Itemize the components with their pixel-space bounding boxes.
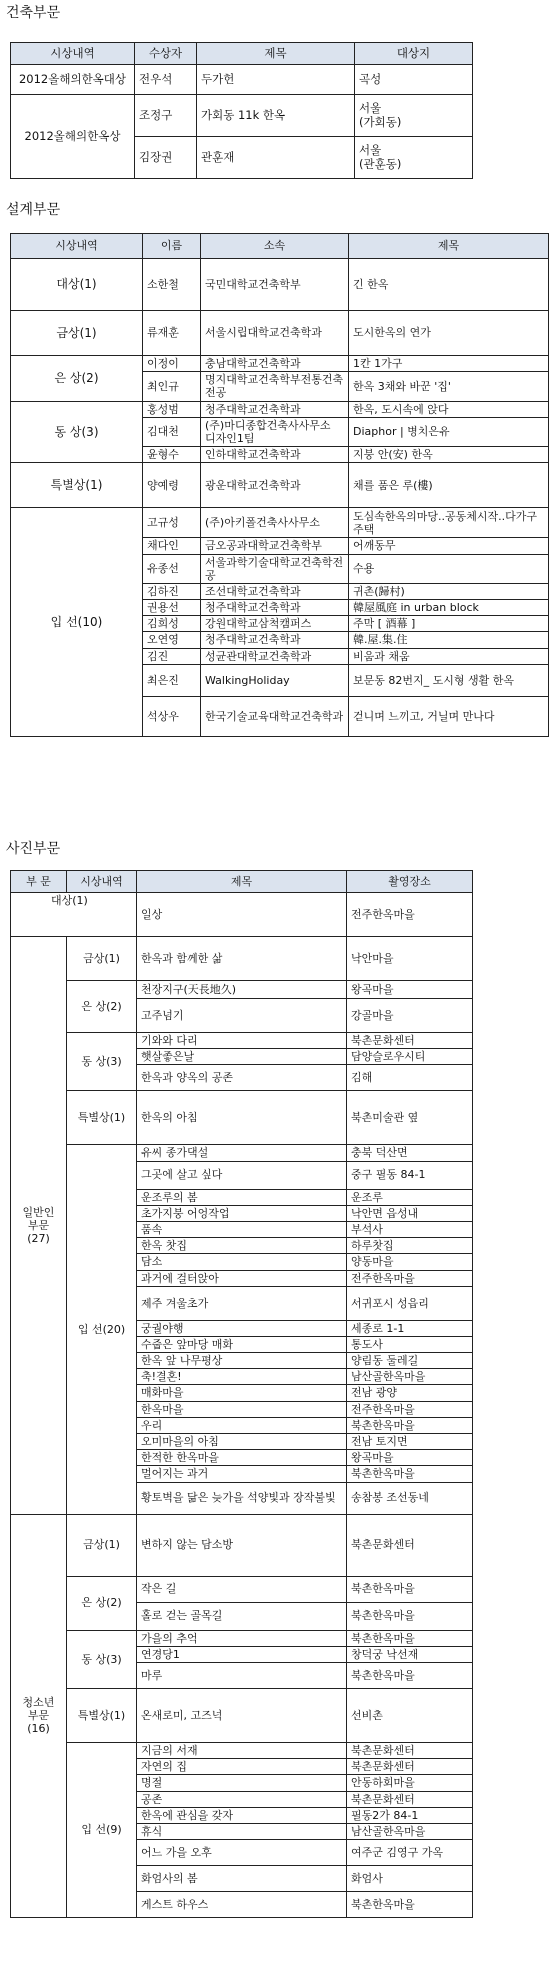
title-cell: 한옥과 함께한 삶 [137,937,347,981]
title-cell: 마루 [137,1662,347,1688]
section-title-design: 설계부문 [6,202,61,218]
site-cell: 서울 (관훈동) [355,137,473,179]
header-cell: 촬영장소 [347,871,473,893]
affiliation-cell: 조선대학교건축학과 [201,583,349,599]
affiliation-cell: 서울시립대학교건축학과 [201,311,349,356]
table-row [11,1514,473,1576]
table-row [11,259,549,311]
award-cell: 동 상(3) [67,1630,137,1688]
award-cell: 동 상(3) [11,401,143,463]
title-cell: 게스트 하우스 [137,1892,347,1918]
place-cell: 선비촌 [347,1688,473,1742]
place-cell: 통도사 [347,1336,473,1352]
award-cell: 은 상(2) [67,981,137,1033]
site-cell: 곡성 [355,65,473,95]
table-row [11,1145,473,1161]
title-cell: 수용 [349,554,549,583]
division-cell: 일반인 부문 (27) [11,937,67,1515]
award-cell: 금상(1) [11,311,143,356]
affiliation-cell: 광운대학교건축학과 [201,463,349,508]
title-cell: 품속 [137,1221,347,1237]
place-cell: 김해 [347,1065,473,1091]
title-cell: 도심속한옥의마당..공동체시작..다가구주택 [349,508,549,538]
place-cell: 화엄사 [347,1866,473,1892]
name-cell: 석상우 [143,696,201,736]
place-cell: 양림동 둘레길 [347,1353,473,1369]
place-cell: 전주한옥마을 [347,893,473,937]
title-cell: 지금의 서재 [137,1742,347,1758]
name-cell: 최인규 [143,372,201,401]
place-cell: 필동2가 84-1 [347,1807,473,1823]
title-cell: 운조루의 봄 [137,1189,347,1205]
title-cell: 한옥에 관심을 갖자 [137,1807,347,1823]
title-cell: 韓.屋.集.住 [349,632,549,648]
title-cell: 우리 [137,1417,347,1433]
title-cell: 韓屋風庭 in urban block [349,600,549,616]
title-cell: 한옥마을 [137,1401,347,1417]
place-cell: 남산골한옥마을 [347,1369,473,1385]
affiliation-cell: 청주대학교건축학과 [201,401,349,417]
title-cell: 한옥 앞 나무평상 [137,1353,347,1369]
affiliation-cell: 청주대학교건축학과 [201,600,349,616]
award-cell: 입 선(10) [11,508,143,737]
name-cell: 김희성 [143,616,201,632]
award-cell: 특별상(1) [67,1688,137,1742]
place-cell: 북촌한옥마을 [347,1662,473,1688]
table-row [11,1688,473,1742]
architecture-award-table [10,42,473,179]
title-cell: 온새로미, 고즈넉 [137,1688,347,1742]
winner-cell: 김장권 [135,137,197,179]
name-cell: 유종선 [143,554,201,583]
place-cell: 북촌한옥마을 [347,1466,473,1482]
design-award-table [10,233,549,737]
title-cell: 어느 가을 오후 [137,1840,347,1866]
section-title-architecture: 건축부문 [6,5,61,21]
name-cell: 양예령 [143,463,201,508]
place-cell: 남산골한옥마을 [347,1823,473,1839]
header-cell: 시상내역 [11,234,143,259]
name-cell: 최은진 [143,664,201,696]
name-cell: 류재훈 [143,311,201,356]
title-cell: 과거에 걸터앉아 [137,1270,347,1286]
place-cell: 운조루 [347,1189,473,1205]
title-cell: 두가헌 [197,65,355,95]
title-cell: 한옥, 도시속에 앉다 [349,401,549,417]
name-cell: 채다인 [143,538,201,554]
header-cell: 시상내역 [11,43,135,65]
affiliation-cell: 국민대학교건축학부 [201,259,349,311]
division-cell: 청소년 부문 (16) [11,1514,67,1918]
winner-cell: 전우석 [135,65,197,95]
name-cell: 고규성 [143,508,201,538]
affiliation-cell: WalkingHoliday [201,664,349,696]
title-cell: 도시한옥의 연가 [349,311,549,356]
title-cell: 일상 [137,893,347,937]
title-cell: 유씨 종가댁설 [137,1145,347,1161]
title-cell: 관훈재 [197,137,355,179]
section-title-photo: 사진부문 [6,841,61,857]
title-cell: 그곳에 살고 싶다 [137,1161,347,1189]
place-cell: 북촌문화센터 [347,1742,473,1758]
affiliation-cell: 강원대학교삼척캠퍼스 [201,616,349,632]
place-cell: 중구 필동 84-1 [347,1161,473,1189]
place-cell: 북촌한옥마을 [347,1892,473,1918]
table-row [11,893,473,937]
title-cell: 귀촌(歸村) [349,583,549,599]
award-cell: 은 상(2) [67,1576,137,1630]
table-row [11,311,549,356]
table-row [11,463,549,508]
award-cell: 특별상(1) [11,463,143,508]
place-cell: 북촌한옥마을 [347,1602,473,1630]
place-cell: 전주한옥마을 [347,1401,473,1417]
place-cell: 북촌미술관 옆 [347,1091,473,1145]
header-cell: 시상내역 [67,871,137,893]
title-cell: 한옥과 양옥의 공존 [137,1065,347,1091]
place-cell: 전남 광양 [347,1385,473,1401]
table-row [11,1576,473,1602]
title-cell: 공존 [137,1791,347,1807]
title-cell: 긴 한옥 [349,259,549,311]
title-cell: 축!결혼! [137,1369,347,1385]
title-cell: 한적한 한옥마을 [137,1450,347,1466]
award-cell: 입 선(9) [67,1742,137,1917]
place-cell: 전주한옥마을 [347,1270,473,1286]
place-cell: 여주군 김영구 가옥 [347,1840,473,1866]
name-cell: 소한철 [143,259,201,311]
title-cell: 걷니며 느끼고, 거닐며 만나다 [349,696,549,736]
title-cell: 궁궐야행 [137,1320,347,1336]
title-cell: 보문동 82번지_ 도시형 생활 한옥 [349,664,549,696]
place-cell: 북촌문화센터 [347,1514,473,1576]
award-cell: 금상(1) [67,1514,137,1576]
table-row [11,65,473,95]
header-cell: 제목 [197,43,355,65]
name-cell: 김대천 [143,417,201,446]
award-cell: 금상(1) [67,937,137,981]
place-cell: 왕곡마을 [347,981,473,999]
place-cell: 북촌문화센터 [347,1033,473,1049]
affiliation-cell: 인하대학교건축학과 [201,447,349,463]
place-cell: 서귀포시 성읍리 [347,1286,473,1320]
table-header-row [11,234,549,259]
table-row [11,356,549,372]
award-cell: 입 선(20) [67,1145,137,1514]
award-cell: 2012올해의한옥상 [11,95,135,179]
award-cell: 대상(1) [11,259,143,311]
title-cell: 고주넘기 [137,999,347,1033]
place-cell: 창덕궁 낙선재 [347,1646,473,1662]
title-cell: 화엄사의 봄 [137,1866,347,1892]
photo-award-table [10,870,473,1918]
award-cell: 대상(1) [11,893,137,937]
header-cell: 제목 [349,234,549,259]
title-cell: Diaphor | 병치은유 [349,417,549,446]
name-cell: 홍성범 [143,401,201,417]
place-cell: 강골마을 [347,999,473,1033]
name-cell: 이정이 [143,356,201,372]
title-cell: 한옥의 아침 [137,1091,347,1145]
affiliation-cell: 명지대학교건축학부전통건축전공 [201,372,349,401]
award-cell: 동 상(3) [67,1033,137,1091]
place-cell: 양동마을 [347,1254,473,1270]
name-cell: 김진 [143,648,201,664]
table-row [11,1091,473,1145]
place-cell: 부석사 [347,1221,473,1237]
affiliation-cell: 성균관대학교건축학과 [201,648,349,664]
header-cell: 소속 [201,234,349,259]
site-cell: 서울 (가회동) [355,95,473,137]
winner-cell: 조정구 [135,95,197,137]
title-cell: 수줍은 앞마당 매화 [137,1336,347,1352]
place-cell: 전남 토지면 [347,1434,473,1450]
title-cell: 매화마을 [137,1385,347,1401]
title-cell: 한옥 찻집 [137,1238,347,1254]
table-row [11,981,473,999]
table-row [11,508,549,538]
place-cell: 북촌문화센터 [347,1791,473,1807]
header-cell: 이름 [143,234,201,259]
affiliation-cell: (주)마디종합건축사사무소 디자인1팀 [201,417,349,446]
table-row [11,1033,473,1049]
place-cell: 북촌한옥마을 [347,1630,473,1646]
header-cell: 수상자 [135,43,197,65]
title-cell: 어깨동무 [349,538,549,554]
title-cell: 담소 [137,1254,347,1270]
place-cell: 북촌한옥마을 [347,1417,473,1433]
title-cell: 작은 길 [137,1576,347,1602]
title-cell: 지붕 안(安) 한옥 [349,447,549,463]
table-row [11,1630,473,1646]
title-cell: 한옥 3채와 바꾼 '집' [349,372,549,401]
header-cell: 대상지 [355,43,473,65]
place-cell: 담양슬로우시티 [347,1049,473,1065]
award-cell: 특별상(1) [67,1091,137,1145]
table-row [11,401,549,417]
title-cell: 연경당1 [137,1646,347,1662]
name-cell: 오연영 [143,632,201,648]
place-cell: 북촌한옥마을 [347,1576,473,1602]
affiliation-cell: 한국기술교육대학교건축학과 [201,696,349,736]
award-cell: 2012올해의한옥대상 [11,65,135,95]
title-cell: 명절 [137,1775,347,1791]
title-cell: 휴식 [137,1823,347,1839]
place-cell: 충북 덕산면 [347,1145,473,1161]
table-row [11,1742,473,1758]
title-cell: 주막 [ 酒幕 ] [349,616,549,632]
place-cell: 낙안면 읍성내 [347,1205,473,1221]
affiliation-cell: 서울과학기술대학교건축학전공 [201,554,349,583]
affiliation-cell: 금오공과대학교건축학부 [201,538,349,554]
place-cell: 안동하회마을 [347,1775,473,1791]
title-cell: 1칸 1가구 [349,356,549,372]
title-cell: 천장지구(天長地久) [137,981,347,999]
title-cell: 멀어지는 과거 [137,1466,347,1482]
title-cell: 비움과 채움 [349,648,549,664]
title-cell: 변하지 않는 담소방 [137,1514,347,1576]
place-cell: 북촌문화센터 [347,1759,473,1775]
table-header-row [11,871,473,893]
title-cell: 제주 겨울초가 [137,1286,347,1320]
award-cell: 은 상(2) [11,356,143,402]
affiliation-cell: (주)아키폴건축사사무소 [201,508,349,538]
name-cell: 김하진 [143,583,201,599]
title-cell: 자연의 집 [137,1759,347,1775]
place-cell: 송참봉 조선동네 [347,1482,473,1514]
table-row [11,95,473,137]
title-cell: 초가지붕 어엉작업 [137,1205,347,1221]
place-cell: 하루찻집 [347,1238,473,1254]
title-cell: 홀로 걷는 골목길 [137,1602,347,1630]
title-cell: 오미마을의 아침 [137,1434,347,1450]
title-cell: 가을의 추억 [137,1630,347,1646]
title-cell: 햇살좋은날 [137,1049,347,1065]
header-cell: 부 문 [11,871,67,893]
title-cell: 황토벽을 닮은 늦가을 석양빛과 장작불빛 [137,1482,347,1514]
header-cell: 제목 [137,871,347,893]
affiliation-cell: 청주대학교건축학과 [201,632,349,648]
title-cell: 가회동 11k 한옥 [197,95,355,137]
name-cell: 윤형수 [143,447,201,463]
title-cell: 기와와 다리 [137,1033,347,1049]
place-cell: 왕곡마을 [347,1450,473,1466]
table-header-row [11,43,473,65]
table-row [11,937,473,981]
title-cell: 채를 품은 루(樓) [349,463,549,508]
place-cell: 세종로 1-1 [347,1320,473,1336]
name-cell: 권용선 [143,600,201,616]
affiliation-cell: 충남대학교건축학과 [201,356,349,372]
place-cell: 낙안마을 [347,937,473,981]
